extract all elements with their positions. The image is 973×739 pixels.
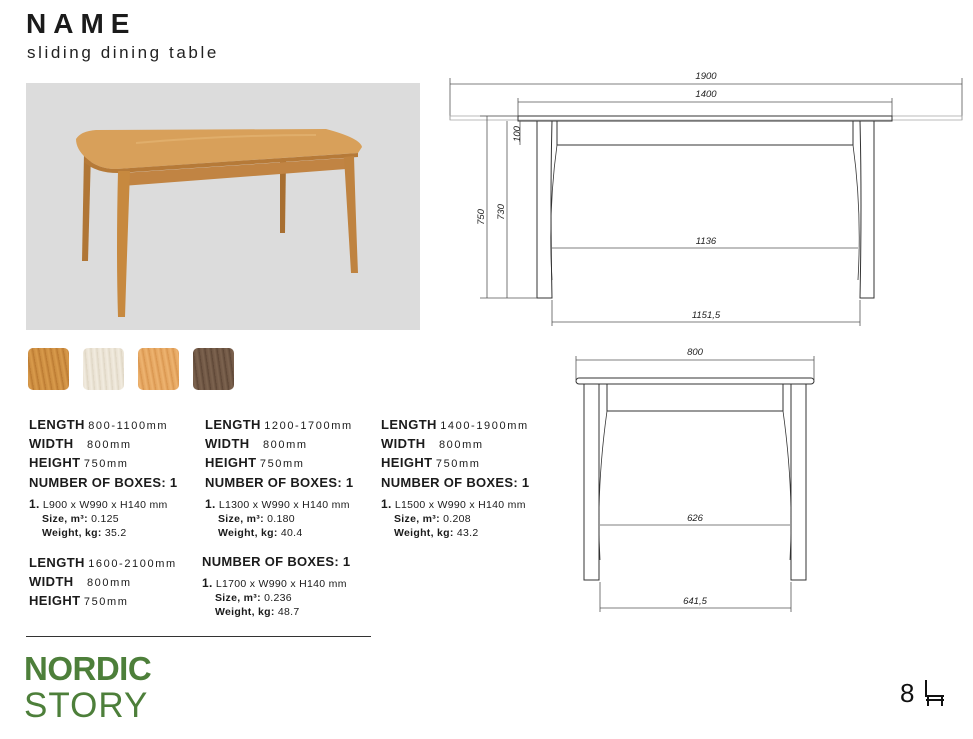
footer-divider: [26, 636, 371, 637]
dim-label-width: 800: [687, 347, 703, 358]
dim-label-height: 750: [476, 209, 487, 225]
dim-label-total: 1900: [695, 71, 717, 82]
height-label: HEIGHT: [29, 455, 81, 470]
boxes-heading-2: NUMBER OF BOXES: 1: [205, 475, 354, 490]
box-details-1: 1. L900 x W990 x H140 mm Size, m³: 0.125 Weight, kg: 35.2: [29, 497, 168, 539]
spec-block-4: LENGTH 1600-2100mm WIDTH 800mm HEIGHT 750mm: [29, 555, 177, 608]
page-subtitle: sliding dining table: [27, 43, 219, 62]
length-label: LENGTH: [29, 417, 85, 432]
spec-block-3: LENGTH 1400-1900mm WIDTH 800mm HEIGHT 750mm: [381, 417, 529, 470]
spec-block-1: [29, 416, 168, 473]
dim-label-inner: 1136: [695, 236, 717, 247]
spec-block-2: LENGTH 1200-1700mm WIDTH 800mm HEIGHT 750mm: [205, 417, 353, 470]
product-photo: [26, 83, 420, 330]
length-value: 800-1100mm: [88, 420, 169, 432]
height-value: 750mm: [83, 458, 129, 470]
swatch-dark-walnut[interactable]: [193, 348, 234, 390]
dim-label-outer: 1151,5: [691, 310, 721, 321]
boxes-heading-3: NUMBER OF BOXES: 1: [381, 475, 530, 490]
seating-count: 8: [900, 678, 915, 708]
box-details-4: 1. L1700 x W990 x H140 mm Size, m³: 0.236 Weight, kg: 48.7: [202, 576, 347, 618]
table-illustration: [26, 83, 420, 330]
dim-label-apron: 100: [512, 126, 523, 142]
box-details-2: 1. L1300 x W990 x H140 mm Size, m³: 0.180 Weight, kg: 40.4: [205, 497, 350, 539]
dim-label-side-inner: 626: [687, 513, 703, 524]
width-value: 800mm: [86, 439, 132, 451]
dim-label-side-outer: 641,5: [683, 596, 707, 607]
page-title: NAME: [26, 8, 137, 39]
boxes-heading-4: NUMBER OF BOXES: 1: [202, 554, 351, 569]
box-details-3: 1. L1500 x W990 x H140 mm Size, m³: 0.208 Weight, kg: 43.2: [381, 497, 526, 539]
swatch-white-oak[interactable]: [83, 348, 124, 390]
chair-icon: [922, 678, 948, 708]
front-view-drawing: [440, 60, 970, 330]
swatch-light-oak[interactable]: [138, 348, 179, 390]
dim-label-table: 1400: [695, 89, 717, 100]
logo-nordic: NORDIC: [24, 650, 152, 687]
side-view-drawing: [570, 340, 820, 615]
logo-story: STORY: [24, 686, 149, 725]
dim-label-inner-height: 730: [496, 204, 507, 220]
swatch-oak[interactable]: [28, 348, 69, 390]
boxes-heading-1: NUMBER OF BOXES: 1: [29, 475, 178, 490]
width-label: WIDTH: [29, 436, 74, 451]
seating-capacity: [900, 678, 948, 708]
